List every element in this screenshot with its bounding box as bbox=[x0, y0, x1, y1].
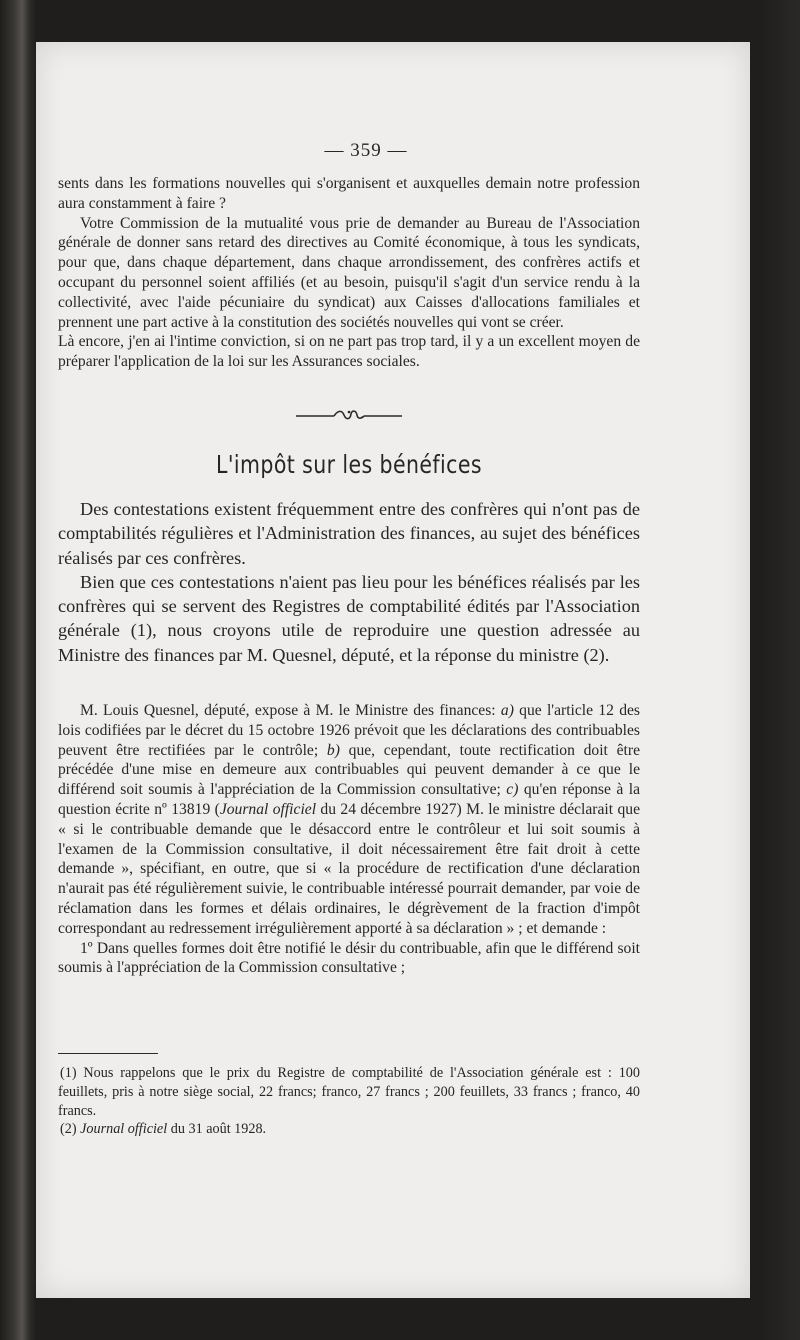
article-intro bbox=[58, 497, 640, 667]
footnote-2-number: (2) bbox=[60, 1121, 81, 1138]
question-text-5: du 24 décembre 1927) M. le ministre déclarait que « si le contribuable demande que le désaccord entre le contrôleur et lui soit soumis à l'examen de la Commission consultative, il doit nécessairement être fait droit à cette demande », spécifiant, en outre, que si « la procédure de rectification d'une déclaration n'aurait pas été régulièrement suivie, le contribuable intéressé pourrait demander, par voie de réclamation dans les formes et délais ordinaires, le dégrèvement de la fraction d'impôt correspondant au redressement irrégulièrement apporté à sa déclaration » ; et demande : bbox=[58, 800, 640, 937]
section-ornament bbox=[294, 408, 404, 422]
footnote-separator bbox=[58, 1053, 158, 1054]
intro-paragraph-2 bbox=[58, 570, 640, 667]
question-text-1: M. Louis Quesnel, député, expose à M. le Ministre des finances: bbox=[80, 702, 501, 719]
continuation-text bbox=[58, 174, 640, 372]
continuation-paragraph-3: Là encore, j'en ai l'intime conviction, si on ne part pas trop tard, il y a un excellent moyen de préparer l'application de la loi sur les Assurances sociales. bbox=[58, 333, 640, 371]
item-a-marker: a) bbox=[500, 702, 514, 719]
continuation-paragraph-1: sents dans les formations nouvelles qui s'organisent et auxquelles demain notre profession aura constamment à faire ? bbox=[58, 175, 640, 212]
intro-text-end: . bbox=[604, 644, 610, 665]
intro-text-start: Bien que ces contestations n'aient pas lieu pour les bénéfices réalisés par les confrères qui se servent des Registres de comptabilité édités par l'Association générale bbox=[58, 571, 640, 641]
footnote-1: (1) Nous rappelons que le prix du Registre de comptabilité de l'Association générale est : 100 feuillets, pris à notre siège social, 22 francs; franco, 27 francs ; 200 feuillets, 33 francs ; franco, 40 francs. bbox=[58, 1065, 640, 1119]
intro-text-middle: , nous croyons utile de reproduire une question adressée au Ministre des finances par M. Quesnel, député, et la réponse du ministre bbox=[58, 620, 640, 665]
footnotes bbox=[58, 1064, 640, 1139]
item-b-marker: b) bbox=[326, 741, 340, 759]
footnote-2 bbox=[58, 1120, 640, 1139]
page-number: — 359 — bbox=[324, 140, 408, 161]
question-text-2: que l'article 12 des lois codifiées par le décret du 15 octobre 1926 prévoit que les déclarations des contribuables peuvent être rectifiées par le contrôle; bbox=[58, 702, 640, 759]
continuation-paragraph-2: Votre Commission de la mutualité vous prie de demander au Bureau de l'Association générale de donner sans retard des directives au Comité économique, à tous les syndicats, pour que, dans chaque département, dans chaque arrondissement, des confrères actifs et occupant du personnel soient affiliés (et au besoin, puisqu'il s'agit d'un service rendu à la collectivité, avec l'aide pécuniaire du syndicat) aux Caisses d'allocations familiales et prennent une part active à la constitution des sociétés nouvelles qui vont se créer. bbox=[58, 214, 640, 331]
question-paragraph bbox=[58, 701, 640, 939]
footnote-2-journal: Journal officiel bbox=[80, 1121, 168, 1138]
question-text bbox=[58, 701, 640, 978]
footnote-ref-1: (1) bbox=[130, 620, 153, 641]
book-page bbox=[36, 42, 750, 1298]
article-title: L'impôt sur les bénéfices bbox=[216, 450, 482, 479]
item-c-marker: c) bbox=[506, 781, 519, 799]
footnote-2-date: du 31 août 1928. bbox=[167, 1121, 267, 1138]
question-text-4: qu'en réponse à la question écrite nº 13819 ( bbox=[58, 781, 640, 818]
question-text-3: que, cependant, toute rectification doit être précédée d'une mise en demeure aux contribuables qui peuvent demander à ce que le différend soit soumis à l'appréciation de la Commission consultative; bbox=[58, 741, 640, 799]
footnote-ref-2: (2) bbox=[583, 644, 605, 665]
intro-paragraph-1: Des contestations existent fréquemment entre des confrères qui n'ont pas de comptabilités régulières et l'Administration des finances, au sujet des bénéfices réalisés par ces confrères. bbox=[58, 499, 640, 568]
question-item-1: 1º Dans quelles formes doit être notifié le désir du contribuable, afin que le différend soit soumis à l'appréciation de la Commission consultative ; bbox=[58, 939, 640, 977]
journal-officiel-citation: Journal officiel bbox=[219, 800, 317, 818]
